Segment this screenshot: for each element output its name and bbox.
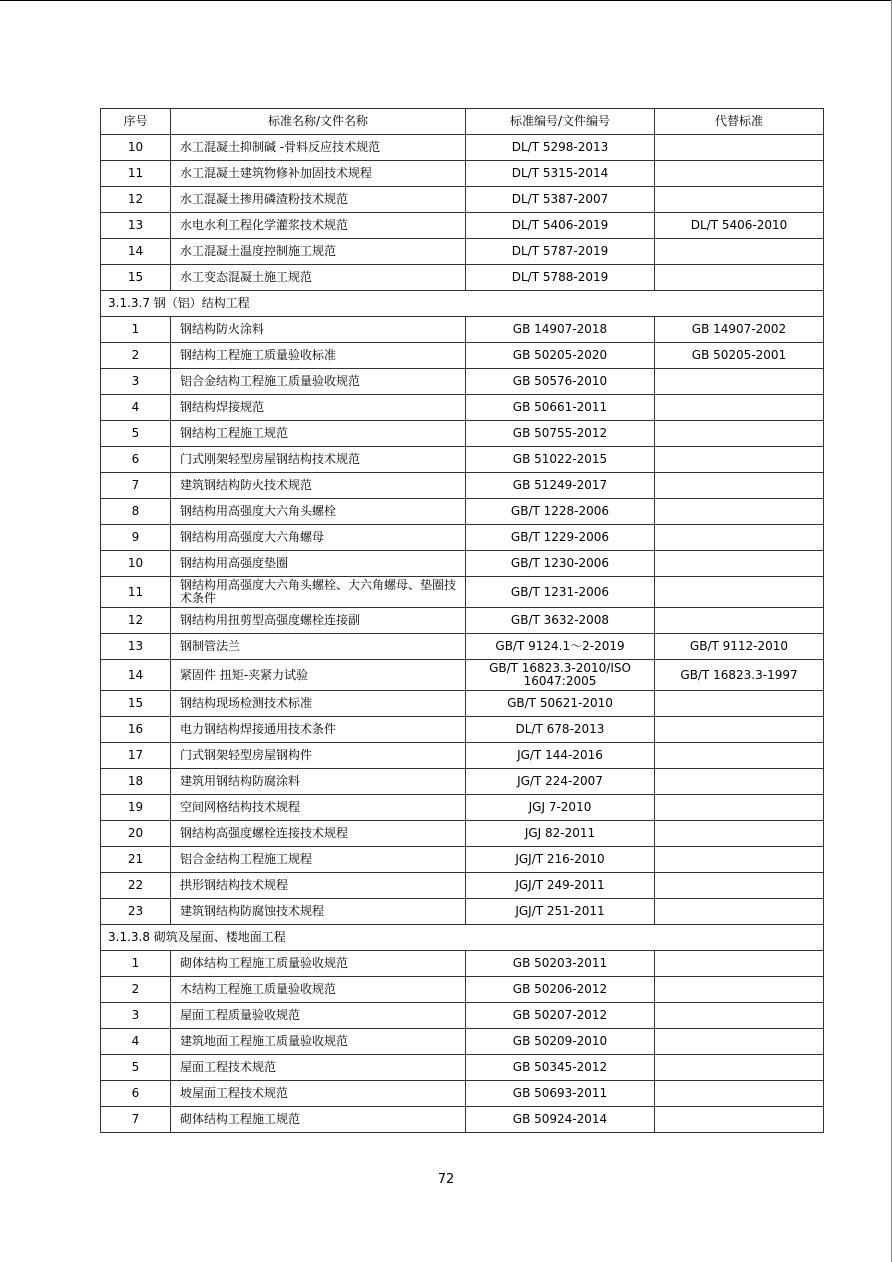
row-replaced-standard: GB/T 16823.3-1997 <box>655 660 824 691</box>
row-replaced-standard <box>655 265 824 291</box>
table-row <box>101 608 824 634</box>
row-serial-number: 20 <box>101 821 171 847</box>
table-row <box>101 873 824 899</box>
table-row <box>101 795 824 821</box>
table-row <box>101 821 824 847</box>
table-row <box>101 847 824 873</box>
row-standard-name: 建筑钢结构防腐蚀技术规程 <box>171 899 466 925</box>
row-standard-code: GB 50693-2011 <box>466 1081 655 1107</box>
table-row <box>101 951 824 977</box>
table-row <box>101 1055 824 1081</box>
row-replaced-standard <box>655 499 824 525</box>
row-replaced-standard <box>655 769 824 795</box>
row-standard-name: 砌体结构工程施工规范 <box>171 1107 466 1133</box>
row-serial-number: 19 <box>101 795 171 821</box>
row-replaced-standard <box>655 473 824 499</box>
row-standard-code: GB/T 16823.3-2010/ISO 16047:2005 <box>466 660 655 691</box>
row-serial-number: 22 <box>101 873 171 899</box>
row-standard-name: 水工混凝土掺用磷渣粉技术规范 <box>171 187 466 213</box>
table-row <box>101 977 824 1003</box>
row-replaced-standard <box>655 135 824 161</box>
row-standard-name: 钢结构用高强度大六角头螺栓、大六角螺母、垫圈技术条件 <box>171 577 466 608</box>
row-serial-number: 8 <box>101 499 171 525</box>
row-standard-name: 空间网格结构技术规程 <box>171 795 466 821</box>
table-row <box>101 551 824 577</box>
header-standard-name: 标准名称/文件名称 <box>171 109 466 135</box>
table-row <box>101 577 824 608</box>
row-serial-number: 5 <box>101 1055 171 1081</box>
row-standard-code: GB 50661-2011 <box>466 395 655 421</box>
row-standard-code: GB/T 1231-2006 <box>466 577 655 608</box>
row-replaced-standard <box>655 743 824 769</box>
row-standard-name: 砌体结构工程施工质量验收规范 <box>171 951 466 977</box>
row-standard-name: 铝合金结构工程施工规程 <box>171 847 466 873</box>
row-standard-name: 水工混凝土建筑物修补加固技术规程 <box>171 161 466 187</box>
row-serial-number: 11 <box>101 161 171 187</box>
row-replaced-standard <box>655 899 824 925</box>
row-serial-number: 11 <box>101 577 171 608</box>
row-standard-code: DL/T 678-2013 <box>466 717 655 743</box>
page-number: 72 <box>437 1172 455 1187</box>
table-row <box>101 395 824 421</box>
row-standard-code: GB 14907-2018 <box>466 317 655 343</box>
table-row <box>101 691 824 717</box>
row-standard-name: 钢结构工程施工质量验收标准 <box>171 343 466 369</box>
row-replaced-standard <box>655 1081 824 1107</box>
row-serial-number: 4 <box>101 395 171 421</box>
row-serial-number: 3 <box>101 369 171 395</box>
row-replaced-standard <box>655 525 824 551</box>
row-replaced-standard <box>655 421 824 447</box>
row-standard-code: GB 50206-2012 <box>466 977 655 1003</box>
row-replaced-standard: GB 14907-2002 <box>655 317 824 343</box>
row-replaced-standard <box>655 795 824 821</box>
row-standard-name: 水工混凝土温度控制施工规范 <box>171 239 466 265</box>
row-replaced-standard <box>655 977 824 1003</box>
row-replaced-standard <box>655 551 824 577</box>
table-row <box>101 369 824 395</box>
row-serial-number: 3 <box>101 1003 171 1029</box>
row-standard-code: JGJ/T 216-2010 <box>466 847 655 873</box>
row-replaced-standard <box>655 951 824 977</box>
table-row <box>101 525 824 551</box>
row-standard-name: 门式刚架轻型房屋钢结构技术规范 <box>171 447 466 473</box>
row-serial-number: 10 <box>101 135 171 161</box>
row-standard-code: JGJ 82-2011 <box>466 821 655 847</box>
row-standard-code: GB 50209-2010 <box>466 1029 655 1055</box>
row-serial-number: 1 <box>101 951 171 977</box>
row-standard-code: DL/T 5387-2007 <box>466 187 655 213</box>
row-standard-name: 拱形钢结构技术规程 <box>171 873 466 899</box>
row-replaced-standard <box>655 691 824 717</box>
row-standard-code: JGJ/T 251-2011 <box>466 899 655 925</box>
table-row <box>101 343 824 369</box>
row-replaced-standard: DL/T 5406-2010 <box>655 213 824 239</box>
row-standard-name: 钢结构用扭剪型高强度螺栓连接副 <box>171 608 466 634</box>
row-serial-number: 7 <box>101 473 171 499</box>
row-replaced-standard <box>655 821 824 847</box>
table-row <box>101 660 824 691</box>
table-row <box>101 1029 824 1055</box>
row-standard-code: GB 50924-2014 <box>466 1107 655 1133</box>
row-serial-number: 13 <box>101 634 171 660</box>
row-standard-name: 坡屋面工程技术规范 <box>171 1081 466 1107</box>
row-standard-name: 钢结构用高强度大六角螺母 <box>171 525 466 551</box>
standards-table <box>100 108 824 1133</box>
row-serial-number: 15 <box>101 265 171 291</box>
header-replaced-standard: 代替标准 <box>655 109 824 135</box>
table-header-row <box>101 109 824 135</box>
row-serial-number: 7 <box>101 1107 171 1133</box>
row-serial-number: 12 <box>101 608 171 634</box>
section-heading-row <box>101 925 824 951</box>
table-row <box>101 899 824 925</box>
table-row <box>101 447 824 473</box>
row-serial-number: 15 <box>101 691 171 717</box>
section-title: 3.1.3.7 钢（铝）结构工程 <box>101 291 824 317</box>
table-row <box>101 239 824 265</box>
row-standard-name: 钢结构高强度螺栓连接技术规程 <box>171 821 466 847</box>
header-standard-code: 标准编号/文件编号 <box>466 109 655 135</box>
row-serial-number: 6 <box>101 1081 171 1107</box>
row-serial-number: 6 <box>101 447 171 473</box>
table-row <box>101 634 824 660</box>
row-replaced-standard: GB 50205-2001 <box>655 343 824 369</box>
row-replaced-standard <box>655 369 824 395</box>
row-replaced-standard <box>655 1003 824 1029</box>
row-replaced-standard <box>655 447 824 473</box>
table-row <box>101 265 824 291</box>
row-replaced-standard <box>655 161 824 187</box>
row-replaced-standard: GB/T 9112-2010 <box>655 634 824 660</box>
row-standard-code: GB 50755-2012 <box>466 421 655 447</box>
table-row <box>101 473 824 499</box>
row-replaced-standard <box>655 1107 824 1133</box>
table-row <box>101 743 824 769</box>
row-standard-name: 钢结构工程施工规范 <box>171 421 466 447</box>
row-standard-name: 钢结构焊接规范 <box>171 395 466 421</box>
row-replaced-standard <box>655 873 824 899</box>
row-serial-number: 14 <box>101 239 171 265</box>
row-replaced-standard <box>655 187 824 213</box>
row-standard-code: DL/T 5315-2014 <box>466 161 655 187</box>
row-serial-number: 1 <box>101 317 171 343</box>
table-row <box>101 499 824 525</box>
row-standard-code: GB 51022-2015 <box>466 447 655 473</box>
row-standard-code: GB 51249-2017 <box>466 473 655 499</box>
row-standard-name: 钢结构现场检测技术标准 <box>171 691 466 717</box>
row-serial-number: 13 <box>101 213 171 239</box>
row-standard-code: DL/T 5298-2013 <box>466 135 655 161</box>
row-serial-number: 21 <box>101 847 171 873</box>
row-replaced-standard <box>655 1029 824 1055</box>
row-standard-code: GB 50205-2020 <box>466 343 655 369</box>
table-row <box>101 717 824 743</box>
row-standard-name: 建筑地面工程施工质量验收规范 <box>171 1029 466 1055</box>
row-standard-name: 钢制管法兰 <box>171 634 466 660</box>
row-serial-number: 9 <box>101 525 171 551</box>
row-standard-name: 铝合金结构工程施工质量验收规范 <box>171 369 466 395</box>
top-border-line <box>0 0 892 1</box>
row-serial-number: 16 <box>101 717 171 743</box>
table-body <box>101 135 824 1133</box>
row-standard-name: 电力钢结构焊接通用技术条件 <box>171 717 466 743</box>
table-row <box>101 1081 824 1107</box>
row-standard-name: 钢结构防火涂料 <box>171 317 466 343</box>
row-replaced-standard <box>655 1055 824 1081</box>
row-standard-code: GB 50203-2011 <box>466 951 655 977</box>
row-serial-number: 2 <box>101 343 171 369</box>
table-row <box>101 1003 824 1029</box>
table-row <box>101 213 824 239</box>
table-row <box>101 769 824 795</box>
row-standard-name: 钢结构用高强度垫圈 <box>171 551 466 577</box>
row-serial-number: 18 <box>101 769 171 795</box>
row-serial-number: 10 <box>101 551 171 577</box>
row-standard-code: DL/T 5406-2019 <box>466 213 655 239</box>
row-standard-code: GB/T 3632-2008 <box>466 608 655 634</box>
row-standard-name: 门式钢架轻型房屋钢构件 <box>171 743 466 769</box>
table-row <box>101 135 824 161</box>
row-standard-name: 建筑用钢结构防腐涂料 <box>171 769 466 795</box>
row-standard-name: 水电水利工程化学灌浆技术规范 <box>171 213 466 239</box>
row-serial-number: 4 <box>101 1029 171 1055</box>
row-standard-code: JGJ/T 249-2011 <box>466 873 655 899</box>
header-serial-number: 序号 <box>101 109 171 135</box>
row-serial-number: 2 <box>101 977 171 1003</box>
row-standard-code: GB/T 1230-2006 <box>466 551 655 577</box>
row-standard-code: GB/T 1228-2006 <box>466 499 655 525</box>
row-standard-name: 木结构工程施工质量验收规范 <box>171 977 466 1003</box>
row-standard-name: 屋面工程质量验收规范 <box>171 1003 466 1029</box>
table-row <box>101 421 824 447</box>
row-standard-code: DL/T 5788-2019 <box>466 265 655 291</box>
row-serial-number: 14 <box>101 660 171 691</box>
table-row <box>101 1107 824 1133</box>
row-standard-name: 水工混凝土抑制碱 -骨料反应技术规范 <box>171 135 466 161</box>
row-standard-name: 钢结构用高强度大六角头螺栓 <box>171 499 466 525</box>
row-serial-number: 5 <box>101 421 171 447</box>
table-row <box>101 317 824 343</box>
row-standard-code: GB 50207-2012 <box>466 1003 655 1029</box>
table-row <box>101 161 824 187</box>
row-standard-code: GB/T 1229-2006 <box>466 525 655 551</box>
row-replaced-standard <box>655 717 824 743</box>
row-standard-name: 水工变态混凝土施工规范 <box>171 265 466 291</box>
row-replaced-standard <box>655 608 824 634</box>
section-title: 3.1.3.8 砌筑及屋面、楼地面工程 <box>101 925 824 951</box>
row-replaced-standard <box>655 239 824 265</box>
row-serial-number: 12 <box>101 187 171 213</box>
row-standard-code: JGJ 7-2010 <box>466 795 655 821</box>
row-standard-code: GB 50345-2012 <box>466 1055 655 1081</box>
section-heading-row <box>101 291 824 317</box>
row-standard-code: DL/T 5787-2019 <box>466 239 655 265</box>
row-replaced-standard <box>655 847 824 873</box>
row-standard-code: GB/T 9124.1～2-2019 <box>466 634 655 660</box>
row-replaced-standard <box>655 577 824 608</box>
row-standard-code: JG/T 144-2016 <box>466 743 655 769</box>
row-standard-name: 屋面工程技术规范 <box>171 1055 466 1081</box>
row-serial-number: 17 <box>101 743 171 769</box>
row-standard-name: 建筑钢结构防火技术规范 <box>171 473 466 499</box>
row-serial-number: 23 <box>101 899 171 925</box>
row-standard-code: GB/T 50621-2010 <box>466 691 655 717</box>
table-row <box>101 187 824 213</box>
row-standard-name: 紧固件 扭矩-夹紧力试验 <box>171 660 466 691</box>
row-standard-code: JG/T 224-2007 <box>466 769 655 795</box>
row-standard-code: GB 50576-2010 <box>466 369 655 395</box>
row-replaced-standard <box>655 395 824 421</box>
